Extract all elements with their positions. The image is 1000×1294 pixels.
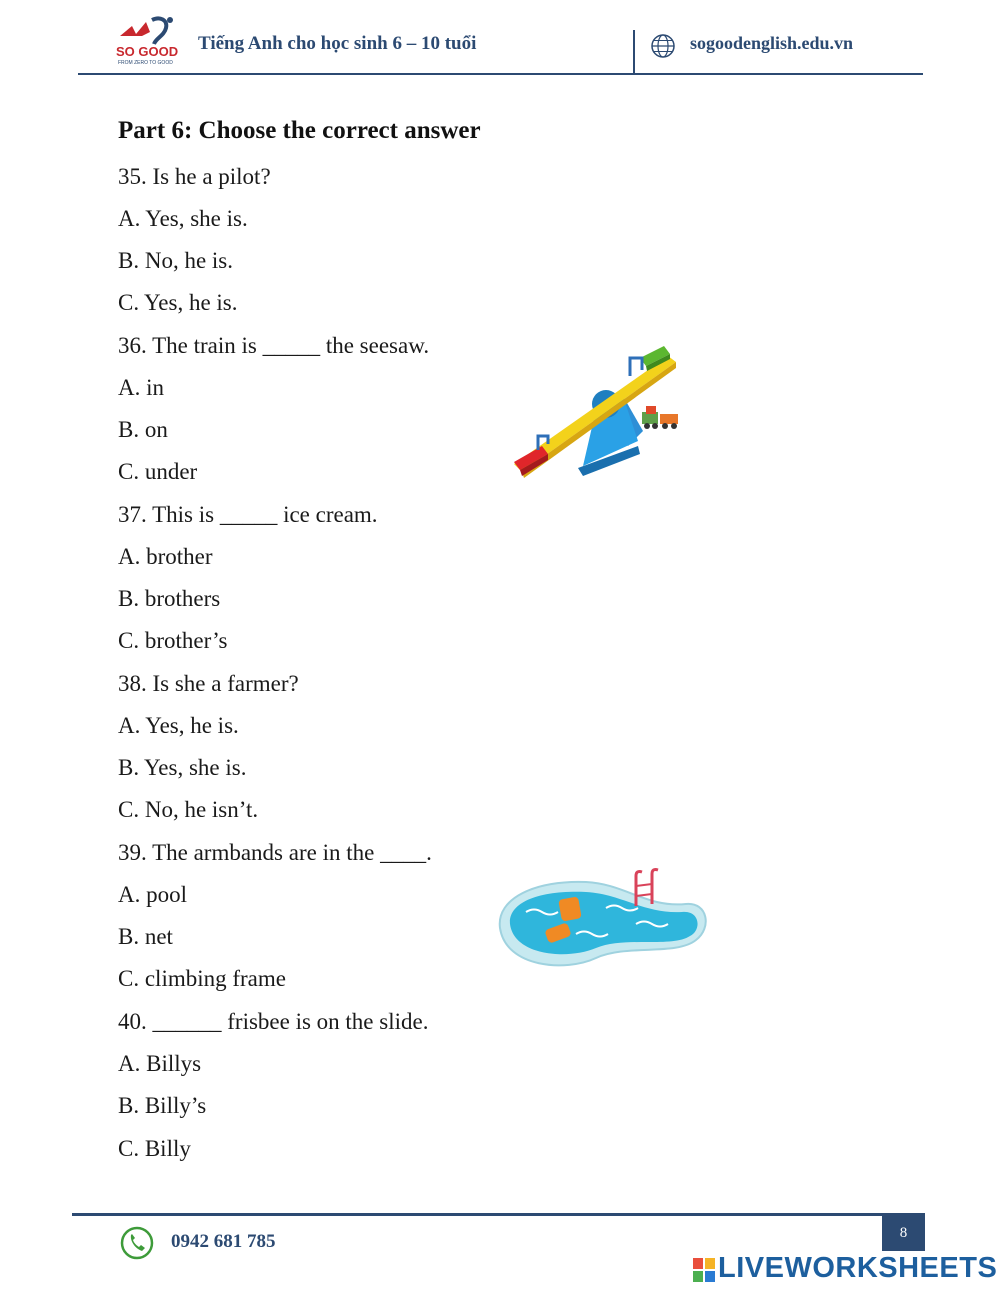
question-40: 40. ______ frisbee is on the slide. — [118, 1009, 429, 1034]
option-38-a[interactable]: A. Yes, he is. — [118, 713, 239, 738]
option-40-c[interactable]: C. Billy — [118, 1136, 191, 1161]
option-39-c[interactable]: C. climbing frame — [118, 966, 286, 991]
swimming-pool-illustration — [496, 868, 710, 976]
page-number: 8 — [882, 1215, 925, 1251]
header-rule — [78, 73, 923, 75]
question-38: 38. Is she a farmer? — [118, 671, 299, 696]
footer-rule — [72, 1213, 925, 1216]
liveworksheets-logo-icon — [693, 1258, 715, 1282]
option-40-b[interactable]: B. Billy’s — [118, 1093, 207, 1118]
option-35-a[interactable]: A. Yes, she is. — [118, 206, 248, 231]
option-38-c[interactable]: C. No, he isn’t. — [118, 797, 259, 822]
liveworksheets-brand: LIVEWORKSHEETS — [718, 1252, 998, 1284]
so-good-logo — [112, 14, 180, 68]
option-37-a[interactable]: A. brother — [118, 544, 213, 569]
seesaw-with-train-illustration — [508, 346, 686, 488]
option-38-b[interactable]: B. Yes, she is. — [118, 755, 247, 780]
option-39-b[interactable]: B. net — [118, 924, 173, 949]
tagline: Tiếng Anh cho học sinh 6 – 10 tuổi — [198, 33, 477, 54]
globe-icon — [650, 33, 676, 59]
svg-text:FROM ZERO TO GOOD: FROM ZERO TO GOOD — [118, 60, 173, 66]
website-link[interactable]: sogoodenglish.edu.vn — [690, 33, 854, 53]
option-40-a[interactable]: A. Billys — [118, 1051, 202, 1076]
header-divider — [633, 30, 635, 75]
question-37: 37. This is _____ ice cream. — [118, 502, 378, 527]
option-36-a[interactable]: A. in — [118, 375, 164, 400]
option-37-c[interactable]: C. brother’s — [118, 628, 228, 653]
option-36-b[interactable]: B. on — [118, 417, 168, 442]
question-36: 36. The train is _____ the seesaw. — [118, 333, 430, 358]
option-35-b[interactable]: B. No, he is. — [118, 248, 233, 273]
phone-icon — [120, 1226, 154, 1260]
option-39-a[interactable]: A. pool — [118, 882, 187, 907]
phone-number: 0942 681 785 — [171, 1231, 276, 1252]
option-36-c[interactable]: C. under — [118, 459, 198, 484]
question-35: 35. Is he a pilot? — [118, 164, 271, 189]
page-header — [0, 0, 1000, 80]
option-35-c[interactable]: C. Yes, he is. — [118, 290, 238, 315]
option-37-b[interactable]: B. brothers — [118, 586, 221, 611]
question-39: 39. The armbands are in the ____. — [118, 840, 432, 865]
part-title: Part 6: Choose the correct answer — [118, 117, 481, 144]
svg-text:SO GOOD: SO GOOD — [116, 44, 179, 59]
